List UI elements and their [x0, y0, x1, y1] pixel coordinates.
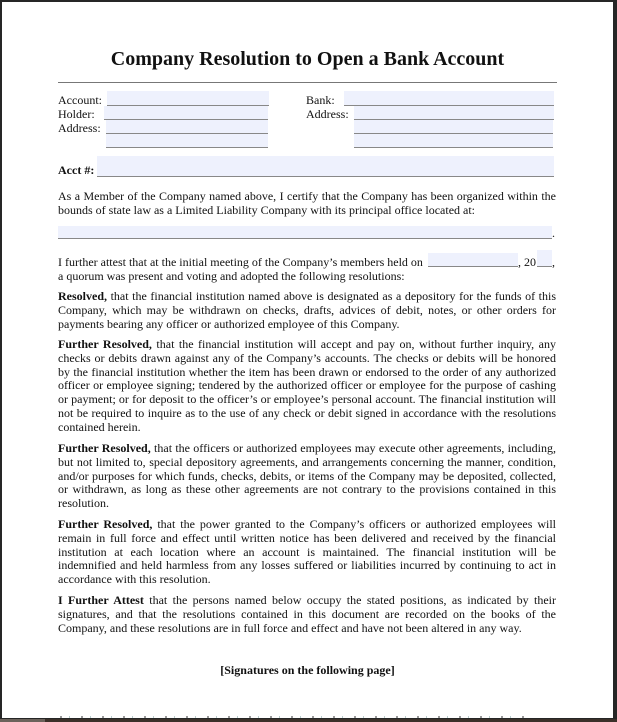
- bank-address-field-line3[interactable]: [354, 134, 553, 148]
- principal-office-field[interactable]: [58, 226, 552, 239]
- attest-lead: I Further Attest: [58, 593, 144, 607]
- title-divider: [58, 82, 557, 83]
- meeting-year-comma: ,: [552, 255, 555, 269]
- address-label: Address:: [58, 121, 101, 135]
- resolution-paragraph-1: Resolved, that the financial institution named above is designated as a depository for the funds of this Company, which may be withdrawn on checks, drafts, advices of debit, notes, or other orders for payments bearing any officer or authorized employee of this Company.: [58, 289, 556, 331]
- next-page-text-cutoff: [60, 716, 530, 718]
- bank-address-label: Address:: [306, 107, 349, 121]
- bank-label: Bank:: [306, 93, 335, 107]
- meeting-statement: I further attest that at the initial meeting of the Company’s members held on: [58, 255, 423, 269]
- principal-office-period: .: [552, 226, 555, 240]
- acct-number-field[interactable]: [97, 156, 554, 177]
- attest-paragraph: I Further Attest that the persons named below occupy the stated positions, as indicated by their signatures, and that the resolutions contained in this document are recorded on the books of the Company, and these resolutions are in full force and effect and have not been altered in any way.: [58, 593, 557, 635]
- signatures-note: [Signatures on the following page]: [220, 663, 395, 677]
- address-field-line2[interactable]: [106, 134, 268, 148]
- intro-paragraph: As a Member of the Company named above, I certify that the Company has been organized within the bounds of state law as a Limited Liability Company with its principal office located at:: [58, 189, 556, 217]
- meeting-year-field[interactable]: [537, 250, 552, 267]
- resolution-paragraph-3: Further Resolved, that the officers or authorized employees may execute other agreements, including, but not limited to, special depository agreements, and arrangements concerning the manner, condition, and/or purposes for which funds, checks, debits, or items of the Company may be deposited, collected, or withdrawn, as long as these other agreements are not contrary to the provisions contained in this resolution.: [58, 441, 556, 511]
- resolution-lead: Further Resolved,: [58, 337, 152, 351]
- holder-label: Holder:: [58, 107, 95, 121]
- bank-field[interactable]: [344, 91, 554, 106]
- acct-number-label: Acct #:: [58, 163, 95, 177]
- address-field-line1[interactable]: [106, 120, 268, 134]
- document-page: [2, 2, 613, 718]
- quorum-statement: a quorum was present and voting and adopted the following resolutions:: [58, 269, 405, 283]
- resolution-paragraph-2: Further Resolved, that the financial institution will accept and pay on, without further inquiry, any checks or debits drawn against any of the Company’s accounts. The checks or debits will be honored by the financial institution whether the item has been drawn or endorsed to the order of any authorized officer or employee signing; tendered by the authorized officer or employee for the purpose of cashing or payment; or for deposit to the officer’s or employee’s personal account. The financial institution will not be required to inquire as to the use of any check or debit signed in accordance with the resolutions contained herein.: [58, 337, 556, 434]
- meeting-date-field[interactable]: [428, 253, 518, 267]
- resolution-lead: Further Resolved,: [58, 517, 153, 531]
- resolution-lead: Resolved,: [58, 289, 107, 303]
- account-field[interactable]: [107, 91, 269, 106]
- account-label: Account:: [58, 93, 102, 107]
- bank-address-field-line2[interactable]: [354, 120, 553, 134]
- resolution-paragraph-4: Further Resolved, that the power granted to the Company’s officers or authorized employees will remain in full force and effect until written notice has been delivered and received by the financial institution at each location where an account is maintained. The financial institution will be indemnified and held harmless from any losses suffered or liabilities incurred by continuing to act in accordance with this resolution.: [58, 517, 556, 587]
- document-title: Company Resolution to Open a Bank Account: [110, 48, 505, 70]
- holder-field[interactable]: [104, 106, 268, 120]
- bank-address-field-line1[interactable]: [354, 106, 554, 120]
- resolution-lead: Further Resolved,: [58, 441, 151, 455]
- meeting-year-prefix: , 20: [518, 255, 536, 269]
